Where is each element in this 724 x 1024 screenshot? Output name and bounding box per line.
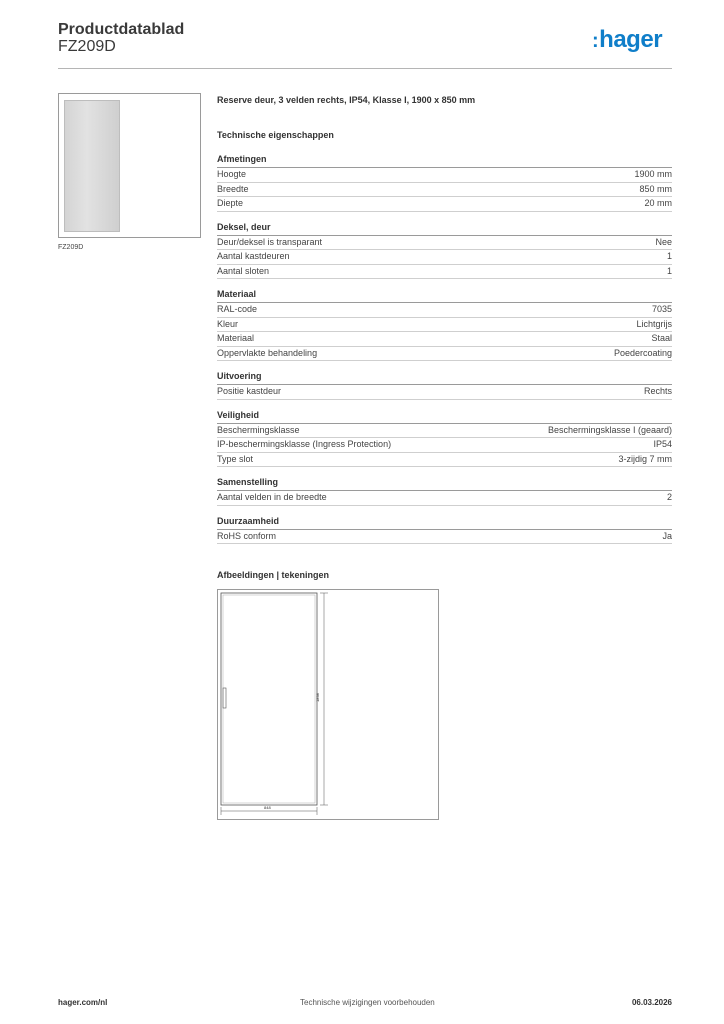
spec-label: Positie kastdeur [217,386,282,396]
spec-value: 1 [666,251,672,261]
page-title: Productdatablad [58,21,185,38]
width-dimension-label: 848 [264,805,271,810]
spec-label: Oppervlakte behandeling [217,347,318,358]
spec-value: Staal [651,333,672,343]
door-inner-outline [223,595,315,803]
spec-section [217,371,672,400]
tech-properties-title: Technische eigenschappen [217,130,334,140]
hager-logo [592,26,662,54]
technical-drawing [217,589,439,820]
section-title: Materiaal [217,289,672,303]
section-title: Uitvoering [217,371,672,385]
spec-section [217,516,672,545]
spec-label: IP-beschermingsklasse (Ingress Protection) [217,439,392,449]
spec-section [217,477,672,506]
footer-date: 06.03.2026 [631,998,672,1007]
spec-value: Ja [662,530,672,541]
section-title: Veiligheid [217,410,672,424]
spec-sections [217,154,672,544]
spec-section [217,154,672,212]
spec-row [217,303,672,318]
section-title: Deksel, deur [217,222,672,236]
spec-section [217,222,672,280]
spec-value: Lichtgrijs [636,318,672,329]
spec-label: Beschermingsklasse [217,424,300,435]
spec-value: 850 mm [639,183,672,194]
spec-value: 1 [666,265,672,276]
logo-text: hager [599,26,663,53]
spec-row [217,168,672,183]
spec-row [217,491,672,506]
spec-label: Type slot [217,453,254,464]
spec-value: 3-zijdig 7 mm [618,453,672,464]
spec-section [217,410,672,468]
product-code: FZ209D [58,38,116,55]
spec-content [217,95,672,554]
spec-value: Nee [655,236,672,247]
spec-row [217,265,672,280]
product-thumbnail [58,93,201,238]
spec-label: Aantal velden in de breedte [217,492,327,502]
section-title: Afmetingen [217,154,672,168]
spec-row [217,183,672,198]
spec-label: Diepte [217,198,244,208]
spec-label: RAL-code [217,304,258,314]
logo-dots-icon: : [592,30,599,52]
spec-row [217,250,672,265]
spec-row [217,438,672,453]
spec-value: 7035 [651,304,672,314]
spec-row [217,197,672,212]
spec-row [217,453,672,468]
door-drawing-svg [218,590,438,819]
spec-value: Beschermingsklasse I (geaard) [547,424,672,435]
spec-row [217,236,672,251]
spec-label: RoHS conform [217,530,277,541]
spec-value: IP54 [653,439,672,449]
height-dimension-label: 1898 [315,693,320,702]
spec-label: Materiaal [217,333,255,343]
door-image [64,100,120,232]
spec-section [217,289,672,361]
spec-row [217,332,672,347]
footer-website: hager.com/nl [58,998,108,1007]
spec-row [217,530,672,545]
product-description: Reserve deur, 3 velden rechts, IP54, Klasse I, 1900 x 850 mm [217,95,476,105]
spec-value: Poedercoating [613,347,672,358]
thumbnail-caption: FZ209D [58,244,84,251]
spec-label: Aantal sloten [217,265,270,276]
section-title: Samenstelling [217,477,672,491]
spec-value: 20 mm [644,198,672,208]
header-divider [58,68,672,69]
spec-label: Aantal kastdeuren [217,251,290,261]
spec-row [217,318,672,333]
door-handle [223,688,226,708]
footer-notice: Technische wijzigingen voorbehouden [300,998,435,1007]
images-title: Afbeeldingen | tekeningen [217,570,330,580]
spec-label: Breedte [217,183,249,194]
spec-value: 2 [666,492,672,502]
spec-row [217,385,672,400]
section-title: Duurzaamheid [217,516,672,530]
spec-label: Deur/deksel is transparant [217,236,323,247]
door-outline [221,593,317,805]
spec-row [217,347,672,362]
spec-label: Kleur [217,318,239,329]
spec-label: Hoogte [217,169,247,179]
spec-value: Rechts [643,386,672,396]
spec-row [217,424,672,439]
spec-value: 1900 mm [634,169,672,179]
